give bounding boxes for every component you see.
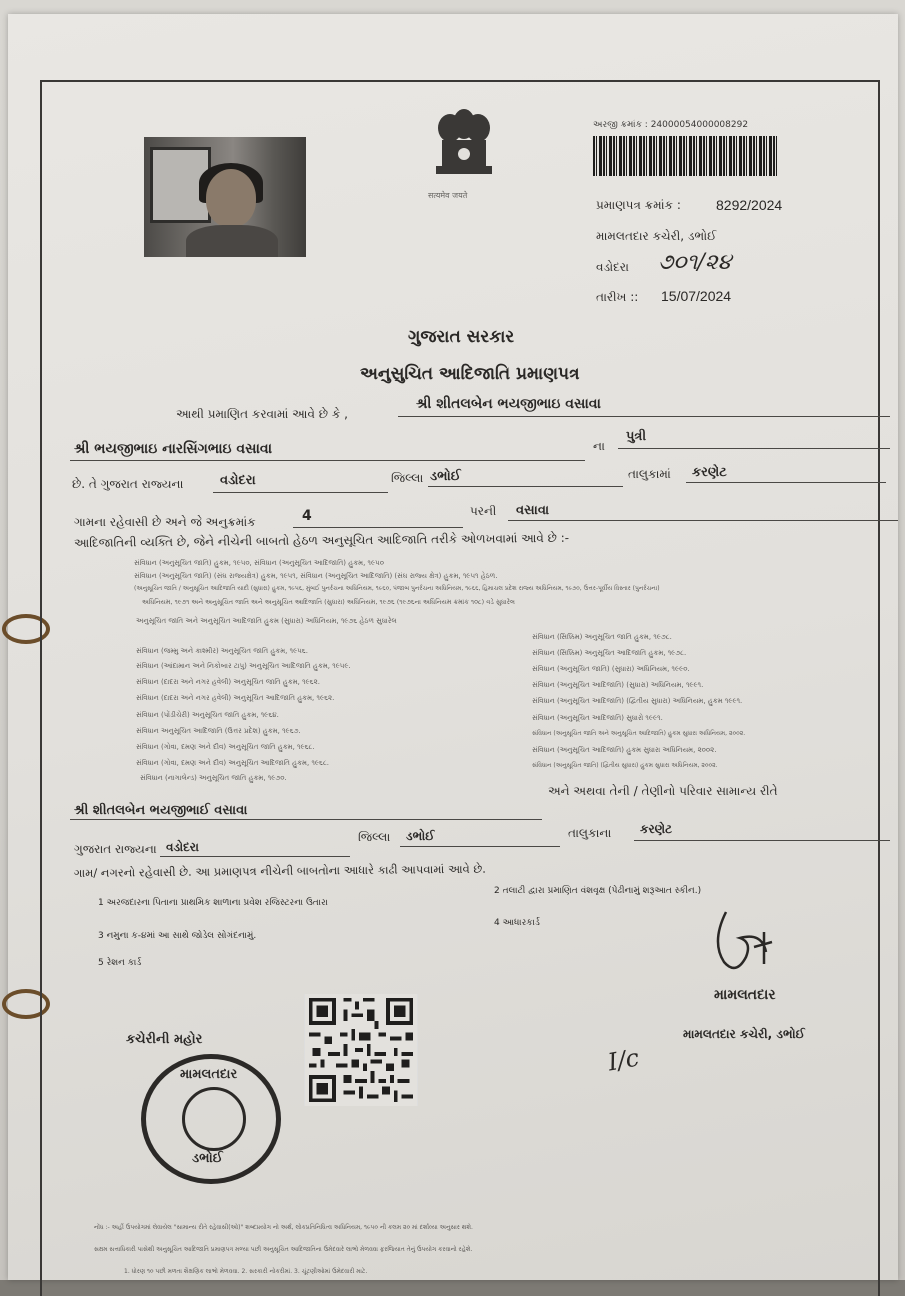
date-label: તારીખ :: xyxy=(596,290,639,304)
serial-number: 4 xyxy=(302,508,312,524)
certify-prefix: આથી પ્રમાણિત કરવામાં આવે છે કે , xyxy=(176,407,348,421)
document-item: 3 નમુના ક-૪માં આ સાથે જોડેલ સોગંદનામું. xyxy=(98,931,257,941)
order-line: સંવિધાન (ગોવા, દમણ અને દીવ) અનુસૂચિત આદિજાતિ હુકમ, ૧૯૬૮. xyxy=(136,759,330,767)
seal-emblem-icon xyxy=(182,1087,246,1151)
order-line: સંવિધાન (સિક્કિમ) અનુસૂચિત જાતિ હુકમ, ૧૯૭૮. xyxy=(532,633,672,641)
order-line: અધિનિયમ, ૧૯૭૧ અને અનુસૂચિત જાતિ અને અનુસૂચિત આદિજાતિ (સુધારા) અધિનિયમ, ૧૯૭૬ (૧૯૭૬ના અધિનિયમ ક્રમાંક ૧૦૮) વડે સુધારેલ xyxy=(142,598,515,606)
order-line: સંવિધાન (અનુસૂચિત જાતિ) (સંઘ રાજ્યક્ષેત્ર) હુકમ, ૧૯૫૧, સંવિધાન (અનુસૂચિત આદિજાતિ) (સંઘ રાજ્ય ક્ષેત્ર) હુકમ, ૧૯૫૧ હેઠળ. xyxy=(134,572,498,580)
signatory-office: મામલતદાર કચેરી, ડભોઈ xyxy=(683,1027,805,1041)
applicant-photo xyxy=(144,137,306,257)
order-line: (અનુસૂચિત જાતિ / અનુસૂચિત આદિજાતિ યાદી (સુધારા) હુકમ, ૧૯૫૬, મુંબઈ પુનર્રચના અધિનિયમ, ૧૯૬૦, પંજાબ પુનર્રચના અધિનિયમ, ૧૯૬૬, હિમાચલ પ્રદેશ રાજ્ય અધિનિયમ, ૧૯૭૦, ઉત્તર-પૂર્વીય વિસ્તાર (પુનર્રચના) xyxy=(134,585,660,592)
relation: પુત્રી xyxy=(626,429,647,444)
order-line: સંવિધાન (નાગાલેન્ડ) અનુસૂચિત જાતિ હુકમ, ૧૯૭૦. xyxy=(140,774,287,782)
tribe-name: વસાવા xyxy=(516,503,550,518)
state-prefix-2: ગુજરાત રાજ્યના xyxy=(74,842,157,856)
order-line: સંવિધાન (જમ્મુ અને કાશ્મીર) અનુસૂચિત જાતિ હુકમ, ૧૯૫૬. xyxy=(136,647,308,655)
family-text: અને અથવા તેની / તેણીનો પરિવાર સામાન્ય રીતે xyxy=(548,784,778,798)
applicant-name: શ્રી શીતલબેન ભયજીભાઇ વસાવા xyxy=(416,396,601,412)
certificate-number: 8292/2024 xyxy=(716,197,783,213)
signature-initials: I/c xyxy=(605,1043,642,1077)
document-item: 5 રેશન કાર્ડ xyxy=(98,958,142,968)
taluka-label-2: તાલુકાના xyxy=(568,826,612,840)
village-name-2: કરણેટ xyxy=(640,822,673,836)
issuing-district: વડોદરા xyxy=(596,260,629,274)
order-line: સંવિધાન (અનુસૂચિત જાતિ અને અનુસૂચિત આદિજાતિ) હુકમ સુધારા અધિનિયમ, ૨૦૦૨. xyxy=(532,730,746,737)
signature-mark-icon xyxy=(706,902,782,982)
order-line: સંવિધાન (અનુસૂચિત જાતિ) (સુધારા) અધિનિયમ, ૧૯૯૦. xyxy=(532,665,690,673)
issue-date: 15/07/2024 xyxy=(661,288,732,304)
district-name-2: વડોદરા xyxy=(166,840,199,854)
order-line: સંવિધાન (દાદરા અને નગર હવેલી) અનુસૂચિત આદિજાતિ હુકમ, ૧૯૬૨. xyxy=(136,694,335,702)
document-item: 1 અરજદારના પિતાના પ્રાથમિક શાળાના પ્રવેશ રજિસ્ટરના ઉતારા xyxy=(98,898,328,908)
recognition-statement: આદિજાતિની વ્યક્તિ છે, જેને નીચેની બાબતો હેઠળ અનુસૂચિત આદિજાતિ તરીકે ઓળખવામાં આવે છે :- xyxy=(73,530,570,550)
order-line: સંવિધાન (આંદામાન અને નિકોબાર ટાપુ) અનુસૂચિત આદિજાતિ હુકમ, ૧૯૫૯. xyxy=(136,662,351,670)
footer-note: નોંધ :- અહીં ઉપયોગમાં લેવાયેલ "સામાન્ય રીતે રહેવાસી(ઓ)" શબ્દપ્રયોગ નો અર્થ, લોકપ્રતિનિધિત્વ અધિનિયમ, ૧૯૫૦ ની કલમ ૨૦ માં દર્શાવ્યા અનુસાર થશે. xyxy=(94,1224,473,1231)
order-line: સંવિધાન (ગોવા, દમણ અને દીવ) અનુસૂચિત જાતિ હુકમ, ૧૯૬૮. xyxy=(136,743,315,751)
certificate-number-label: પ્રમાણપત્ર ક્રમાંક : xyxy=(596,198,681,212)
state-prefix: છે. તે ગુજરાત રાજ્યના xyxy=(72,477,184,491)
order-line: સંવિધાન (અનુસૂચિત જાતિ) હુકમ, ૧૯૫૦, સંવિધાન (અનુસૂચિત આદિજાતિ) હુકમ, ૧૯૫૦ xyxy=(134,559,384,567)
issuing-office: મામલતદાર કચેરી, ડભોઈ xyxy=(596,229,717,243)
order-line: સંવિધાન (દાદરા અને નગર હવેલી) અનુસૂચિત જાતિ હુકમ, ૧૯૬૨. xyxy=(136,678,320,686)
of-label: ના xyxy=(593,439,605,453)
footer-note: 1. ધોરણ ૧૦ પછી મળતા શૈક્ષણિક લાભો મેળવવા. 2. સરકારી નોકરીમાં. 3. ચૂંટણીઓમાં ઉમેદવારી માટે. xyxy=(124,1268,368,1275)
district-name: વડોદરા xyxy=(220,473,256,488)
application-number: અરજી ક્રમાંક : 24000054000008292 xyxy=(593,120,749,130)
taluka-name-2: ડભોઈ xyxy=(406,829,435,843)
applicant-name-repeat: શ્રી શીતલબેન ભયજીભાઈ વસાવા xyxy=(74,803,248,818)
document-item: 4 આધારકાર્ડ xyxy=(494,918,540,928)
handwritten-number: ૭૦૧/૨૪ xyxy=(658,250,732,275)
emblem-motto: सत्यमेव जयते xyxy=(428,191,468,200)
certificate-page xyxy=(8,14,898,1280)
upon-label: પરની xyxy=(470,504,497,518)
father-name: શ્રી ભયજીભાઇ નારસિંગભાઇ વસાવા xyxy=(74,441,273,457)
seal-ring-top: મામલતદાર xyxy=(180,1067,238,1082)
barcode xyxy=(593,136,779,176)
order-line: સંવિધાન અનુસૂચિત આદિજાતિ (ઉત્તર પ્રદેશ) હુકમ, ૧૯૬૭. xyxy=(136,727,301,735)
order-line: સંવિધાન (અનુસૂચિત આદિજાતિ) (દ્વિતીય સુધારા) અધિનિયમ, હુકમ ૧૯૯૧. xyxy=(532,697,743,705)
seal-ring-bottom: ડભોઈ xyxy=(192,1151,223,1166)
order-line: સંવિધાન (અનુસૂચિત જાતિ) (દ્વિતીય સુધારા) હુકમ સુધારા અધિનિયમ, ૨૦૦૨. xyxy=(532,762,718,769)
order-line: અનુસૂચિત જાતિ અને અનુસૂચિત આદિજાતિ હુકમ (સુધારા) અધિનિયમ, ૧૯૭૬ હેઠળ સુધારેલ xyxy=(136,617,397,625)
certificate-title: અનુસુચિત આદિજાતિ પ્રમાણપત્ર xyxy=(360,364,580,384)
order-line: સંવિધાન (અનુસૂચિત આદિજાતિ) (સુધારા) અધિનિયમ, ૧૯૯૧. xyxy=(532,681,704,689)
resident-text: ગામના રહેવાસી છે અને જે અનુક્રમાંક xyxy=(74,515,256,529)
signatory-title: મામલતદાર xyxy=(714,987,776,1003)
qr-code[interactable] xyxy=(304,994,418,1106)
document-item: 2 તલાટી દ્વારા પ્રમાણિત વંશવૃક્ષ (પેઢીનામું શરૂઆત સ્કીન.) xyxy=(494,886,702,896)
basis-statement: ગામ/ નગરનો રહેવાસી છે. આ પ્રમાણપત્ર નીચેની બાબતોના આધારે કાઢી આપવામાં આવે છે. xyxy=(73,861,486,880)
order-line: સંવિધાન (અનુસૂચિત આદિજાતિ) સુધારો ૧૯૯૧. xyxy=(532,714,663,722)
seal-label: કચેરીની મહોર xyxy=(126,1032,203,1047)
district-label: જિલ્લા xyxy=(391,471,424,485)
taluka-name: ડભોઈ xyxy=(430,469,461,484)
order-line: સંવિધાન (પોંડીચેરી) અનુસૂચિત જાતિ હુકમ, ૧૯૬૪. xyxy=(136,711,279,719)
order-line: સંવિધાન (અનુસૂચિત આદિજાતિ) હુકમ સુધારા અધિનિયમ, ૨૦૦૨. xyxy=(532,746,717,754)
national-emblem-icon xyxy=(428,106,500,198)
district-label-2: જિલ્લા xyxy=(358,830,391,844)
footer-note: સક્ષમ સત્તાધિકારી પાસેથી અનુસૂચિત આદિજાતિ પ્રમાણપત્ર મળ્યા પછી અનુસૂચિત આદિજાતિના ઉમેદવારે લાભો મેળવવા ફરજિયાત તેનું ઉપયોગ કરવાનો રહેશે. xyxy=(94,1246,473,1253)
village-name: કરણેટ xyxy=(692,465,727,480)
taluka-label: તાલુકામાં xyxy=(628,467,671,481)
order-line: સંવિધાન (સિક્કિમ) અનુસૂચિત આદિજાતિ હુકમ, ૧૯૭૮. xyxy=(532,649,687,657)
government-title: ગુજરાત સરકાર xyxy=(408,327,515,347)
office-seal xyxy=(141,1054,281,1184)
